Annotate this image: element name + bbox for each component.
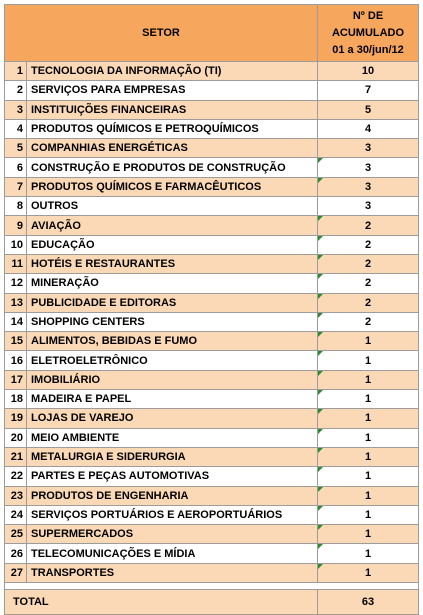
row-number-cell[interactable]: 23 <box>5 486 27 505</box>
cell-comment-indicator-icon <box>318 255 323 260</box>
row-number-cell[interactable]: 2 <box>5 81 27 100</box>
sector-name-cell[interactable]: COMPANHIAS ENERGÉTICAS <box>27 139 318 158</box>
row-number-cell[interactable]: 13 <box>5 293 27 312</box>
row-number-cell[interactable]: 14 <box>5 312 27 331</box>
row-number-cell[interactable]: 19 <box>5 409 27 428</box>
count-cell[interactable] <box>318 177 419 196</box>
cell-comment-indicator-icon <box>318 390 323 395</box>
table-row <box>5 409 419 428</box>
count-cell[interactable] <box>318 100 419 119</box>
row-number-cell[interactable]: 5 <box>5 139 27 158</box>
count-value: 1 <box>364 431 372 444</box>
cell-comment-indicator-icon <box>318 158 323 163</box>
total-label-cell[interactable]: TOTAL <box>5 590 318 615</box>
sector-name-cell[interactable]: METALURGIA E SIDERURGIA <box>27 447 318 466</box>
sector-table <box>4 4 419 615</box>
row-number-cell[interactable]: 8 <box>5 197 27 216</box>
count-value: 1 <box>364 412 372 425</box>
count-value: 10 <box>361 65 375 78</box>
count-value: 1 <box>364 451 372 464</box>
table-row <box>5 100 419 119</box>
cell-comment-indicator-icon <box>318 564 323 569</box>
cell-comment-indicator-icon <box>318 467 323 472</box>
table-row <box>5 81 419 100</box>
cell-comment-indicator-icon <box>318 216 323 221</box>
row-number-cell[interactable]: 9 <box>5 216 27 235</box>
count-cell[interactable] <box>318 486 419 505</box>
cell-comment-indicator-icon <box>318 294 323 299</box>
table-row <box>5 544 419 563</box>
table-row <box>5 158 419 177</box>
count-value: 1 <box>364 354 372 367</box>
count-value: 2 <box>364 219 372 232</box>
count-value: 3 <box>364 200 372 213</box>
count-cell[interactable] <box>318 293 419 312</box>
sector-name-cell[interactable]: OUTROS <box>27 197 318 216</box>
count-cell[interactable] <box>318 197 419 216</box>
cell-comment-indicator-icon <box>318 429 323 434</box>
sector-name-cell[interactable]: SERVIÇOS PARA EMPRESAS <box>27 81 318 100</box>
cell-comment-indicator-icon <box>318 178 323 183</box>
count-value: 2 <box>364 238 372 251</box>
table-row <box>5 216 419 235</box>
count-value: 1 <box>364 470 372 483</box>
count-cell[interactable] <box>318 544 419 563</box>
sector-name-cell[interactable]: TELECOMUNICAÇÕES E MÍDIA <box>27 544 318 563</box>
row-number-cell[interactable]: 4 <box>5 119 27 138</box>
count-header[interactable] <box>318 5 419 62</box>
row-number-cell[interactable]: 24 <box>5 505 27 524</box>
row-number-cell[interactable]: 1 <box>5 62 27 81</box>
count-cell[interactable] <box>318 158 419 177</box>
cell-comment-indicator-icon <box>318 525 323 530</box>
count-cell[interactable] <box>318 62 419 81</box>
table-row <box>5 525 419 544</box>
count-cell[interactable] <box>318 81 419 100</box>
table-row <box>5 351 419 370</box>
count-value: 3 <box>364 180 372 193</box>
table-row <box>5 235 419 254</box>
sector-name-cell[interactable]: PRODUTOS DE ENGENHARIA <box>27 486 318 505</box>
row-number-cell[interactable]: 15 <box>5 332 27 351</box>
table-row <box>5 370 419 389</box>
count-value: 2 <box>364 316 372 328</box>
sector-name-cell[interactable]: PRODUTOS QUÍMICOS E FARMACÊUTICOS <box>27 177 318 196</box>
table-row <box>5 505 419 524</box>
sector-name-cell[interactable]: SERVIÇOS PORTUÁRIOS E AEROPORTUÁRIOS <box>27 505 318 524</box>
table-header <box>5 5 419 62</box>
row-number-cell[interactable]: 21 <box>5 447 27 466</box>
count-value: 1 <box>364 335 372 348</box>
sector-name-cell[interactable]: EDUCAÇÃO <box>27 235 318 254</box>
count-cell[interactable] <box>318 563 419 582</box>
cell-comment-indicator-icon <box>318 448 323 453</box>
count-cell[interactable] <box>318 409 419 428</box>
sector-name-cell[interactable]: ELETROELETRÔNICO <box>27 351 318 370</box>
sector-name-cell[interactable]: IMOBILIÁRIO <box>27 370 318 389</box>
row-number-cell[interactable]: 17 <box>5 370 27 389</box>
sector-name-cell[interactable]: AVIAÇÃO <box>27 216 318 235</box>
sector-name-cell[interactable]: SUPERMERCADOS <box>27 525 318 544</box>
count-value: 2 <box>364 258 372 271</box>
sector-name-cell[interactable]: ALIMENTOS, BEBIDAS E FUMO <box>27 332 318 351</box>
count-value: 1 <box>364 508 372 521</box>
count-value: 4 <box>364 123 372 136</box>
count-cell[interactable] <box>318 216 419 235</box>
row-number-cell[interactable]: 25 <box>5 525 27 544</box>
row-number-cell[interactable]: 20 <box>5 428 27 447</box>
count-value: 1 <box>364 489 372 502</box>
row-number-cell[interactable]: 26 <box>5 544 27 563</box>
count-cell[interactable] <box>318 390 419 409</box>
count-cell[interactable] <box>318 235 419 254</box>
count-value: 7 <box>364 84 372 97</box>
count-value: 1 <box>364 566 372 579</box>
count-cell[interactable] <box>318 467 419 486</box>
count-cell[interactable] <box>318 274 419 293</box>
sector-name-cell[interactable]: CONSTRUÇÃO E PRODUTOS DE CONSTRUÇÃO <box>27 158 318 177</box>
cell-comment-indicator-icon <box>318 487 323 492</box>
count-cell[interactable] <box>318 370 419 389</box>
count-value: 3 <box>364 161 372 174</box>
sector-name-cell[interactable]: PUBLICIDADE E EDITORAS <box>27 293 318 312</box>
table-row <box>5 293 419 312</box>
count-value: 1 <box>364 547 372 560</box>
sector-name-cell[interactable]: PARTES E PEÇAS AUTOMOTIVAS <box>27 467 318 486</box>
count-cell[interactable] <box>318 505 419 524</box>
row-number-cell[interactable]: 10 <box>5 235 27 254</box>
table-row <box>5 197 419 216</box>
count-value: 1 <box>364 528 372 541</box>
count-cell[interactable] <box>318 447 419 466</box>
table-row <box>5 119 419 138</box>
cell-comment-indicator-icon <box>318 274 323 279</box>
cell-comment-indicator-icon <box>318 506 323 511</box>
table-body <box>5 62 419 615</box>
sector-name-cell[interactable]: TECNOLOGIA DA INFORMAÇÃO (TI) <box>27 62 318 81</box>
count-value: 1 <box>364 393 372 406</box>
row-number-cell[interactable]: 12 <box>5 274 27 293</box>
count-cell[interactable] <box>318 312 419 331</box>
count-cell[interactable] <box>318 139 419 158</box>
sector-name-cell[interactable]: MINERAÇÃO <box>27 274 318 293</box>
row-number-cell[interactable]: 22 <box>5 467 27 486</box>
count-cell[interactable] <box>318 525 419 544</box>
cell-comment-indicator-icon <box>318 236 323 241</box>
count-cell[interactable] <box>318 254 419 273</box>
count-header-line1: Nº DE <box>352 9 384 22</box>
table-row <box>5 428 419 447</box>
sector-name-cell[interactable]: TRANSPORTES <box>27 563 318 582</box>
table-row <box>5 486 419 505</box>
total-value-cell[interactable]: 63 <box>318 590 419 615</box>
row-number-cell[interactable]: 16 <box>5 351 27 370</box>
spacer-row <box>5 583 419 590</box>
count-value: 2 <box>364 296 372 309</box>
cell-comment-indicator-icon <box>318 313 323 318</box>
sector-name-cell[interactable]: LOJAS DE VAREJO <box>27 409 318 428</box>
count-value: 3 <box>364 142 372 155</box>
cell-comment-indicator-icon <box>318 371 323 376</box>
row-number-cell[interactable]: 3 <box>5 100 27 119</box>
table-row <box>5 62 419 81</box>
cell-comment-indicator-icon <box>318 544 323 549</box>
sector-name-cell[interactable]: MADEIRA E PAPEL <box>27 390 318 409</box>
count-value: 1 <box>364 373 372 386</box>
row-number-cell[interactable]: 11 <box>5 254 27 273</box>
row-number-cell[interactable]: 18 <box>5 390 27 409</box>
count-cell[interactable] <box>318 332 419 351</box>
count-cell[interactable] <box>318 351 419 370</box>
table-row <box>5 139 419 158</box>
sector-name-cell[interactable]: MEIO AMBIENTE <box>27 428 318 447</box>
table-row <box>5 177 419 196</box>
count-cell[interactable] <box>318 119 419 138</box>
table-row <box>5 563 419 582</box>
total-row <box>5 590 419 615</box>
count-value: 2 <box>364 277 372 290</box>
sector-header[interactable]: SETOR <box>5 5 318 62</box>
cell-comment-indicator-icon <box>318 332 323 337</box>
table-row <box>5 390 419 409</box>
table-row <box>5 274 419 293</box>
row-number-cell[interactable]: 6 <box>5 158 27 177</box>
row-number-cell[interactable]: 7 <box>5 177 27 196</box>
table-row <box>5 254 419 273</box>
table-row <box>5 312 419 331</box>
count-header-line2: ACUMULADO <box>331 26 405 39</box>
sector-name-cell[interactable]: HOTÉIS E RESTAURANTES <box>27 254 318 273</box>
count-header-line3: 01 a 30/jun/12 <box>332 43 404 56</box>
table-row <box>5 332 419 351</box>
sector-name-cell[interactable]: INSTITUIÇÕES FINANCEIRAS <box>27 100 318 119</box>
spacer-cell <box>5 583 419 590</box>
count-cell[interactable] <box>318 428 419 447</box>
count-value: 5 <box>364 103 372 116</box>
cell-comment-indicator-icon <box>318 351 323 356</box>
sector-name-cell[interactable]: PRODUTOS QUÍMICOS E PETROQUÍMICOS <box>27 119 318 138</box>
cell-comment-indicator-icon <box>318 409 323 414</box>
sector-name-cell[interactable]: SHOPPING CENTERS <box>27 312 318 331</box>
row-number-cell[interactable]: 27 <box>5 563 27 582</box>
table-row <box>5 447 419 466</box>
table-row <box>5 467 419 486</box>
